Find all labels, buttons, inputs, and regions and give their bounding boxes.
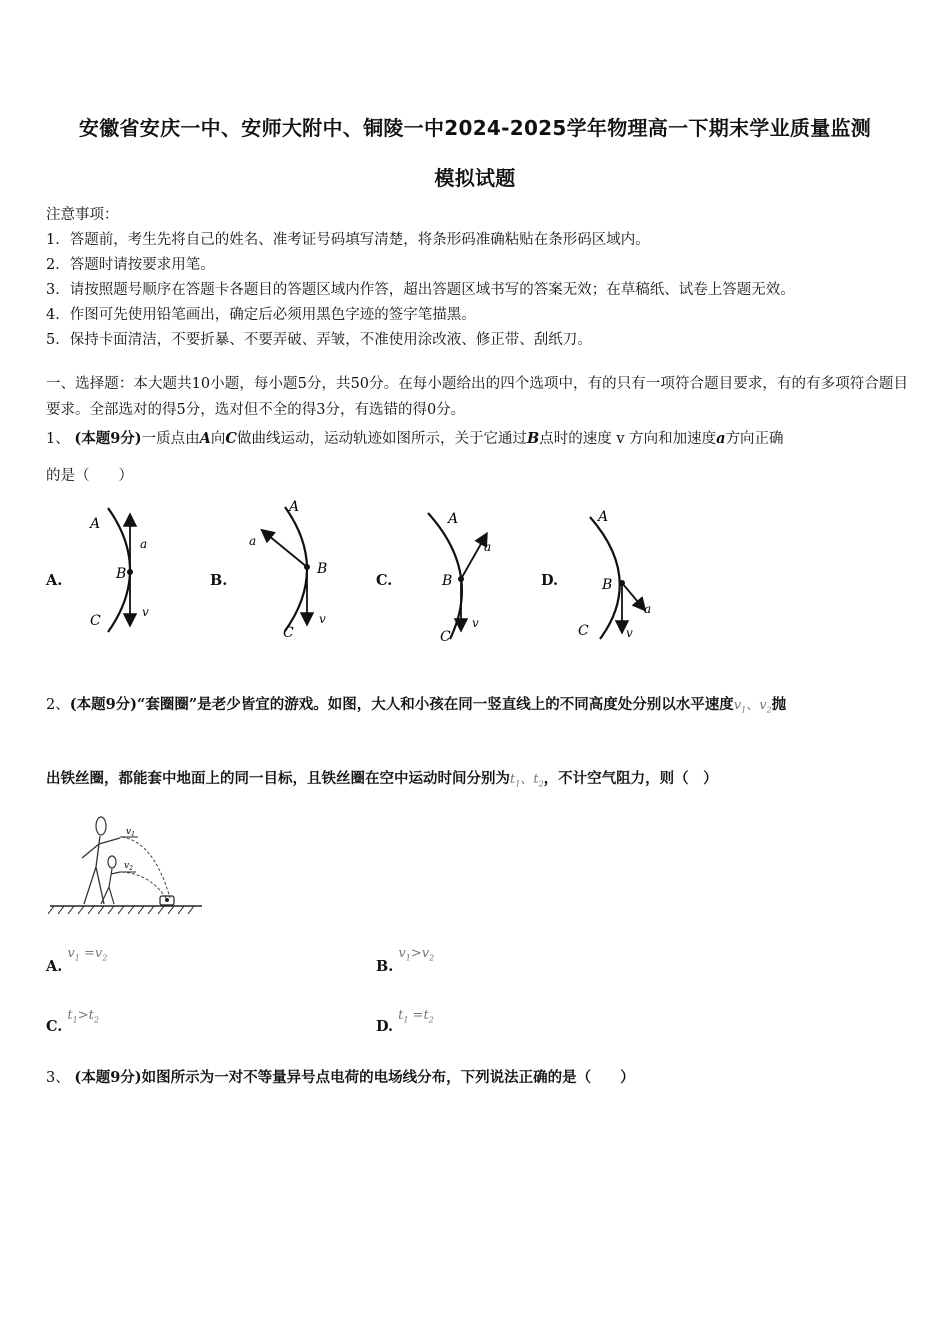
fig-a-label-a: a: [140, 537, 148, 551]
q1-figure-d: [570, 505, 660, 645]
fig-a-label-v: v: [142, 605, 149, 619]
notice-item-3: 3．请按照题号顺序在答题卡各题目的答题区域内作答，超出答题区域书写的答案无效；在草稿纸、试卷上答题无效。: [46, 282, 795, 298]
fig-d-label-C: C: [578, 623, 589, 639]
fig-a-label-B: B: [116, 566, 127, 582]
q1-figure-b: [245, 495, 335, 640]
notice-heading: 注意事项：: [46, 207, 119, 223]
q2-fig-v1: $v_1$: [126, 827, 135, 838]
question-1-text-line2: 的是（ ）: [46, 468, 133, 484]
fig-d-label-B: B: [602, 577, 613, 593]
q2-option-c[interactable]: C. $t_1>t_2$: [46, 1008, 99, 1035]
q2-v2: $v_2$: [759, 698, 772, 715]
question-2-text-line2: 出铁丝圈，都能套中地面上的同一目标，且铁丝圈在空中运动时间分别为$t_1$、$t_2$，不计空气阻力，则（ ）: [46, 770, 718, 789]
notice-item-4: 4．作图可先使用铅笔画出，确定后必须用黑色字迹的签字笔描黑。: [46, 307, 476, 323]
exam-title-line1: 安徽省安庆一中、安师大附中、铜陵一中2024-2025学年物理高一下期末学业质量监测: [78, 116, 872, 140]
q2-fig-v2: $v_2$: [124, 861, 133, 872]
fig-b-label-A: A: [289, 499, 300, 515]
fig-b-label-C: C: [283, 625, 294, 640]
fig-c-label-B: B: [442, 573, 453, 589]
q2-option-d[interactable]: D. $t_1 =t_2$: [376, 1008, 434, 1035]
fig-d-label-A: A: [598, 509, 609, 525]
q1-option-c-label[interactable]: C.: [376, 572, 393, 589]
fig-a-label-A: A: [90, 516, 101, 532]
q1-option-a-label[interactable]: A.: [46, 572, 63, 589]
fig-c-label-A: A: [448, 511, 459, 527]
q2-t1: $t_1$: [510, 772, 521, 789]
fig-c-label-C: C: [440, 629, 451, 645]
fig-c-label-v: v: [472, 616, 479, 630]
q2-option-b[interactable]: B. $v_1>v_2$: [376, 946, 435, 975]
fig-c-label-a: a: [484, 540, 492, 554]
q1-score: (本题9分): [74, 430, 142, 447]
q1-option-b-label[interactable]: B.: [210, 572, 228, 589]
question-1-text: 1、 (本题9分)一质点由A向C做曲线运动，运动轨迹如图所示，关于它通过B点时的速度 v 方向和加速度a方向正确: [46, 430, 784, 447]
exam-title-line2: 模拟试题: [434, 166, 516, 190]
q1-option-d-label[interactable]: D.: [541, 572, 559, 589]
q2-number: 2、: [46, 697, 70, 713]
fig-d-label-v: v: [626, 626, 633, 640]
notice-item-5: 5．保持卡面清洁，不要折暴、不要弄破、弄皱，不准使用涂改液、修正带、刮纸刀。: [46, 332, 592, 348]
question-3-text: 3、 (本题9分)如图所示为一对不等量异号点电荷的电场线分布，下列说法正确的是（ ）: [46, 1069, 635, 1086]
q2-v1: $v_1$: [733, 698, 747, 715]
fig-a-label-C: C: [90, 613, 101, 629]
section-intro: 一、选择题：本大题共10小题，每小题5分，共50分。在每小题给出的四个选项中，有的只有一项符合题目要求，有的有多项符合题目要求。全部选对的得5分，选对但不全的得3分，有选错的得0分。: [46, 376, 908, 418]
q2-option-a[interactable]: A. $v_1 =v_2$: [46, 946, 108, 975]
notice-item-2: 2．答题时请按要求用笔。: [46, 257, 215, 273]
q2-t2: $t_2$: [533, 772, 544, 789]
fig-b-label-a: a: [249, 534, 257, 548]
question-2-text: 2、(本题9分)“套圈圈”是老少皆宜的游戏。如图，大人和小孩在同一竖直线上的不同高度处分别以水平速度$v_1$、$v_2$抛: [46, 696, 787, 715]
notice-item-1: 1．答题前，考生先将自己的姓名、准考证号码填写清楚，将条形码准确粘贴在条形码区域内。: [46, 232, 650, 248]
fig-b-label-v: v: [319, 612, 326, 626]
q1-number: 1、: [46, 431, 70, 447]
fig-d-label-a: a: [644, 602, 652, 616]
q2-figure-ring-toss: [46, 812, 206, 917]
fig-b-label-B: B: [317, 561, 328, 577]
q1-figure-c: [420, 505, 510, 645]
q1-figure-a: [80, 500, 160, 640]
q3-number: 3、: [46, 1070, 70, 1086]
